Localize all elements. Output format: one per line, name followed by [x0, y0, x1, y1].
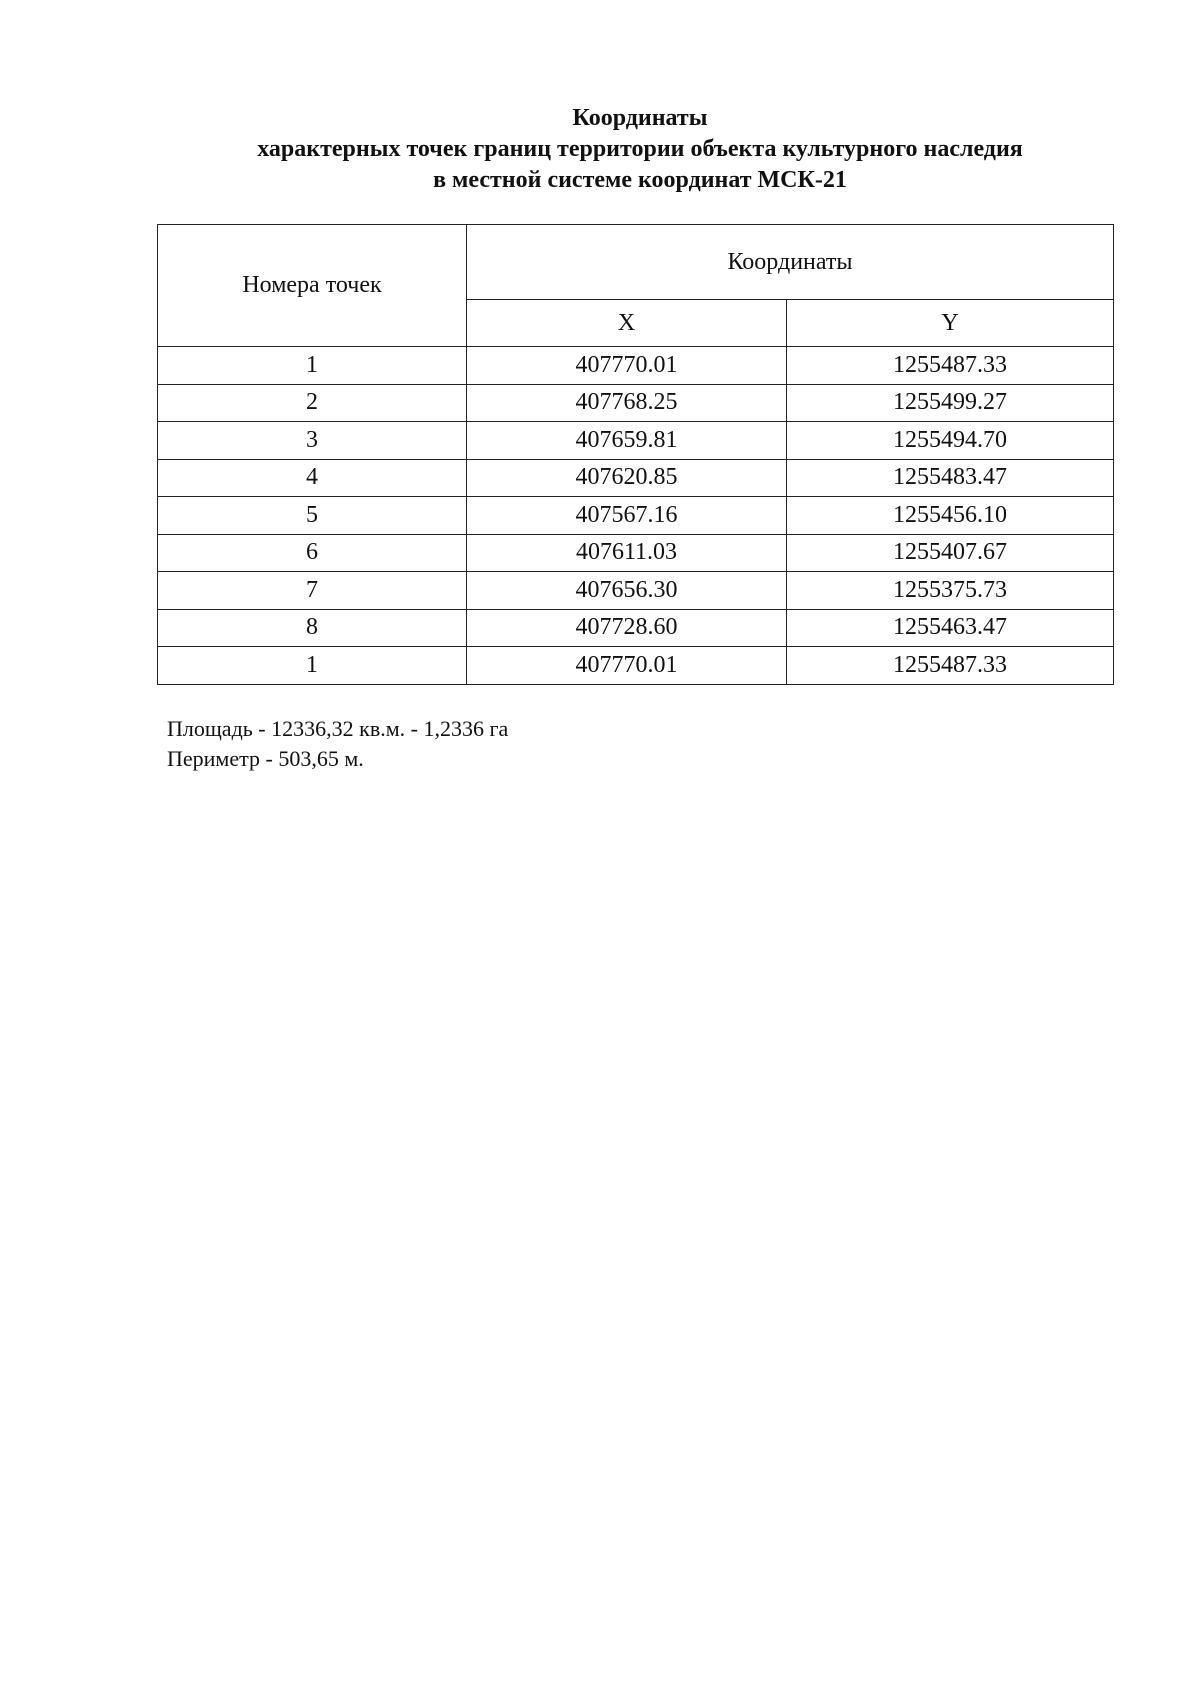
x-value: 407770.01: [467, 647, 787, 685]
point-number: 5: [158, 497, 467, 535]
y-value: 1255487.33: [787, 347, 1114, 385]
table-row: [158, 347, 1114, 385]
y-value: 1255487.33: [787, 647, 1114, 685]
y-value: 1255463.47: [787, 609, 1114, 647]
summary-block: [167, 714, 508, 774]
table-header-row: [158, 225, 1114, 300]
point-number: 3: [158, 422, 467, 460]
title-line-3: в местной системе координат МСК-21: [433, 167, 847, 193]
coordinates-table: [157, 224, 1114, 685]
y-value: 1255407.67: [787, 534, 1114, 572]
table-row: [158, 459, 1114, 497]
table-row: [158, 609, 1114, 647]
x-value: 407728.60: [467, 609, 787, 647]
x-value: 407768.25: [467, 384, 787, 422]
point-number: 1: [158, 647, 467, 685]
title-line-1: Координаты: [572, 105, 708, 131]
header-point-numbers: Номера точек: [158, 225, 467, 347]
point-number: 2: [158, 384, 467, 422]
area-text: Площадь - 12336,32 кв.м. - 1,2336 га: [167, 716, 509, 741]
x-value: 407567.16: [467, 497, 787, 535]
table-row: [158, 534, 1114, 572]
y-value: 1255456.10: [787, 497, 1114, 535]
x-value: 407611.03: [467, 534, 787, 572]
table-row: [158, 497, 1114, 535]
perimeter-text: Периметр - 503,65 м.: [167, 746, 364, 771]
document-title: [0, 103, 1200, 196]
y-value: 1255494.70: [787, 422, 1114, 460]
table-row: [158, 647, 1114, 685]
title-line-2: характерных точек границ территории объекта культурного наследия: [257, 136, 1023, 162]
table-row: [158, 422, 1114, 460]
x-value: 407659.81: [467, 422, 787, 460]
x-value: 407770.01: [467, 347, 787, 385]
x-value: 407656.30: [467, 572, 787, 610]
point-number: 4: [158, 459, 467, 497]
point-number: 1: [158, 347, 467, 385]
y-value: 1255375.73: [787, 572, 1114, 610]
point-number: 7: [158, 572, 467, 610]
header-y: Y: [787, 300, 1114, 347]
y-value: 1255499.27: [787, 384, 1114, 422]
y-value: 1255483.47: [787, 459, 1114, 497]
point-number: 8: [158, 609, 467, 647]
header-coordinates: Координаты: [467, 225, 1114, 300]
x-value: 407620.85: [467, 459, 787, 497]
table-body: [158, 347, 1114, 685]
header-x: X: [467, 300, 787, 347]
point-number: 6: [158, 534, 467, 572]
table-row: [158, 384, 1114, 422]
table-row: [158, 572, 1114, 610]
